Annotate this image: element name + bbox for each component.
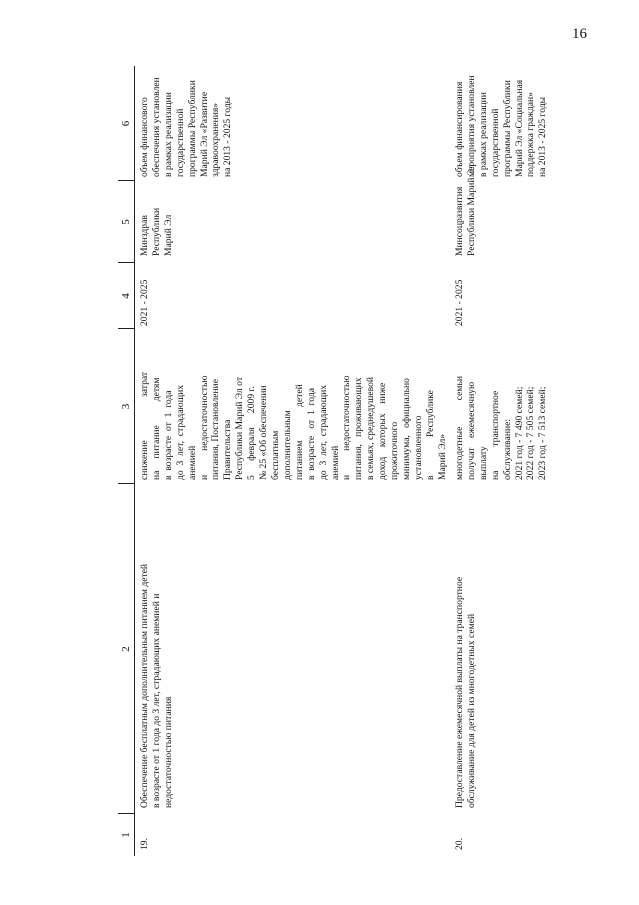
header-col-3: 3	[120, 403, 132, 410]
row-19-result: снижение затрат на питание детям в возрасте от 1 года до 3 лет, страдающих анемией и недостаточностью питания, Постановление Правительства Республики Марий Эл от 5 февраля 2009 г. № 25 «Об обеспечении бесплатным дополнительным питанием детей в возрасте от 1 года до 3 лет, страдающих анемией и недостаточностью питания, проживающих в семьях, среднедушевой доход которых ниже прожиточного минимума, официально установленного в Республике Марий Эл»	[139, 371, 448, 480]
header-col-5: 5	[120, 219, 132, 225]
header-col-2: 2	[120, 646, 132, 652]
row-20-financing: объем финансирования мероприятия установлен в рамках реализации государственной программы Республики Марий Эл «Социальная поддержка граждан» на 2013 - 2025 годы	[454, 75, 549, 177]
row-19-number: 19.	[139, 838, 150, 850]
row-19-period: 2021 - 2025	[139, 279, 150, 326]
row-19-executor: Минздрав Республики Марий Эл	[139, 207, 174, 256]
header-col-6: 6	[120, 120, 132, 127]
row-19-action: Обеспечение бесплатным дополнительным питанием детей в возрасте от 1 года до 3 лет, страдающих анемией и недостаточностью питания	[139, 563, 174, 808]
row-20-number: 20.	[454, 838, 465, 850]
row-20-executor: Минсоцразвития Республики Марий Эл	[454, 164, 477, 256]
row-19-financing: объем финансового обеспечения установлен в рамках реализации государственной программы Республики Марий Эл «Развитие здравоохранения» на 2013 - 2025 годы	[139, 77, 234, 177]
page-number: 16	[572, 26, 587, 42]
header-col-1: 1	[120, 832, 132, 838]
row-20-period: 2021 - 2025	[454, 279, 465, 326]
rotated-table	[118, 66, 550, 856]
table-sheet	[118, 66, 639, 850]
header-col-4: 4	[120, 293, 132, 299]
table-header	[118, 66, 135, 856]
row-20-result: многодетные семьи получат ежемесячную выплату на транспортное обслуживание: 2021 год - 7 490 семей; 2022 год - 7 505 семей; 2023 год - 7 513 семей;	[454, 376, 549, 480]
row-20-action: Предоставление ежемесячной выплаты на транспортное обслуживание для детей из многодетных семей	[454, 576, 477, 808]
